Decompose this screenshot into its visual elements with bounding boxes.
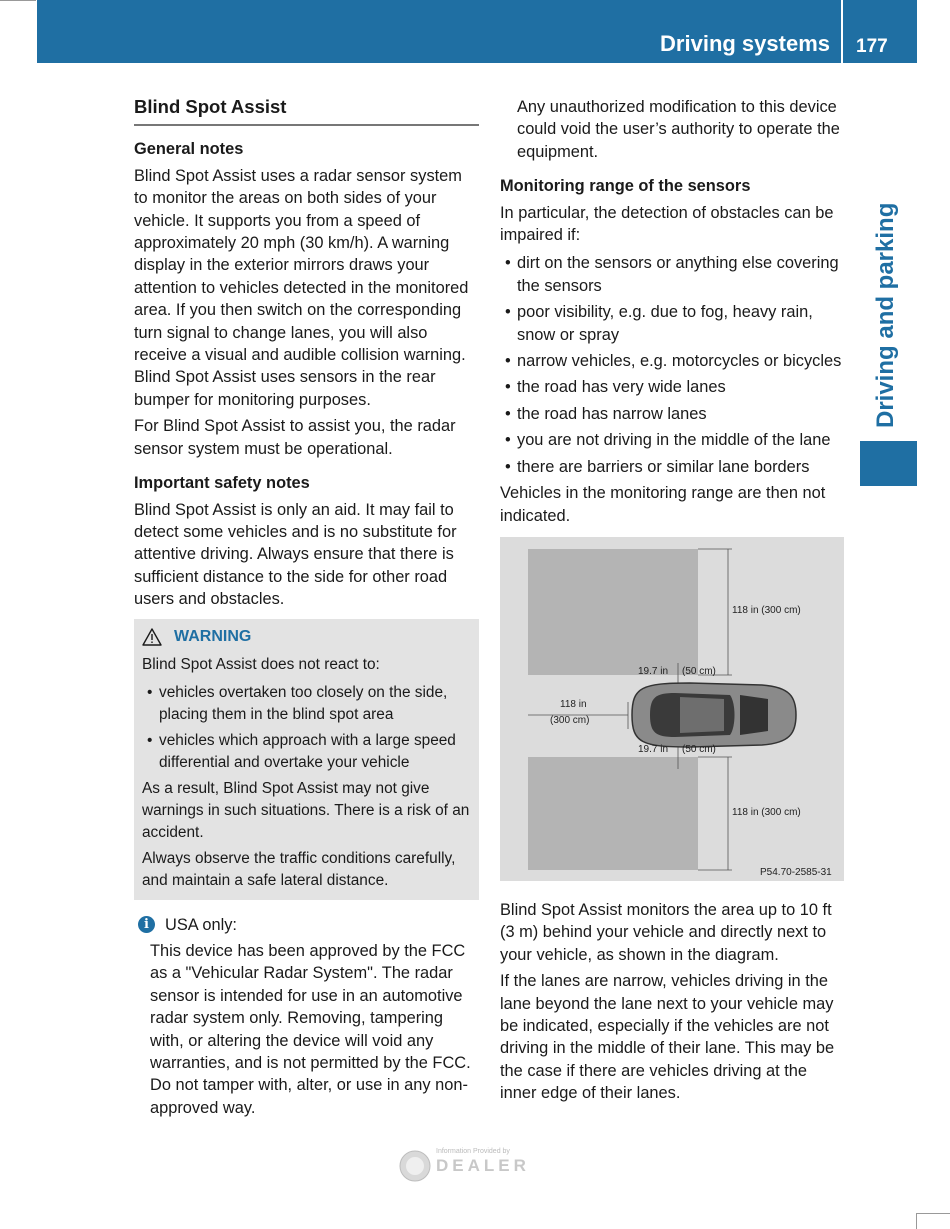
fig-label-left-in: 118 in (560, 698, 587, 710)
list-item: • you are not driving in the middle of the lane (500, 429, 846, 451)
warning-box (134, 619, 479, 900)
warning-item: • vehicles overtaken too closely on the side, placing them in the blind spot area (142, 682, 471, 726)
list-item: • poor visibility, e.g. due to fog, heavy rain, snow or spray (500, 301, 846, 346)
impairment-list (500, 252, 846, 478)
logo-text: DEALER (436, 1156, 530, 1175)
info-icon: i (138, 916, 155, 933)
fig-label-gap-bottom: 19.7 in (638, 743, 669, 755)
warning-triangle-icon (142, 628, 162, 646)
after-figure-p1: Blind Spot Assist monitors the area up to 10 ft (3 m) behind your vehicle and directly next to your vehicle, as shown in the diagram. (500, 900, 832, 964)
list-item: • narrow vehicles, e.g. motorcycles or bicycles (500, 350, 846, 372)
safety-notes-heading: Important safety notes (134, 474, 310, 493)
fig-label-gap-top-cm: (50 cm) (682, 665, 716, 677)
crop-mark (0, 0, 36, 1)
after-figure-p2: If the lanes are narrow, vehicles driving in the lane beyond the lane next to your vehicle may be indicated, especially if the vehicles are not driving in the middle of their lane. This may be the case if there are vehicles driving at the inner edge of their lanes. (500, 972, 835, 1103)
monitoring-heading: Monitoring range of the sensors (500, 177, 751, 196)
page-number: 177 (856, 36, 888, 57)
warning-title (142, 626, 471, 648)
info-note-body: This device has been approved by the FCC as a "Vehicular Radar System". The radar sensor is intended for use in an automotive radar system only. Removing, tampering with, or altering the device will void any warranties, and is not permitted by the FCC. Do not tamper with, alter, or use in any non-approved way. (150, 941, 471, 1117)
safety-notes-p1: Blind Spot Assist is only an aid. It may fail to detect some vehicles and is no substitute for attentive driving. Always ensure that there is sufficient distance to the side for other road users and obstacles. (134, 500, 457, 609)
warning-title-text: WARNING (174, 627, 252, 645)
left-column (134, 96, 479, 1119)
warning-p2: Always observe the traffic conditions carefully, and maintain a safe lateral distance. (142, 849, 456, 889)
monitoring-zone-bottom (528, 757, 698, 870)
fig-label-top: 118 in (300 cm) (732, 604, 801, 616)
warning-list (142, 682, 471, 774)
list-item: • dirt on the sensors or anything else covering the sensors (500, 252, 846, 297)
general-notes-p1: Blind Spot Assist uses a radar sensor system to monitor the areas on both sides of your vehicle. It supports you from a speed of approximately 20 mph (30 km/h). A warning display in the exterior mirrors draws your attention to vehicles detected in the monitored area. If you then switch on the corresponding turn signal to change lanes, you will also receive a visual and audible collision warning. Blind Spot Assist uses sensors in the rear bumper for monitoring purposes. (134, 166, 469, 409)
section-title: Blind Spot Assist (134, 96, 479, 126)
warning-intro: Blind Spot Assist does not react to: (142, 655, 380, 673)
after-bullets-paragraph: Vehicles in the monitoring range are then not indicated. (500, 484, 826, 525)
side-tab-block (860, 441, 917, 486)
crop-mark (916, 1213, 950, 1214)
fig-label-gap-top: 19.7 in (638, 665, 669, 677)
monitoring-intro: In particular, the detection of obstacles can be impaired if: (500, 203, 834, 245)
monitoring-range-diagram (500, 537, 844, 881)
warning-item: • vehicles which approach with a large speed differential and overtake your vehicle (142, 730, 471, 774)
fig-label-gap-bottom-cm: (50 cm) (682, 743, 716, 755)
side-tab-label: Driving and parking (872, 202, 899, 428)
fig-code: P54.70-2585-31 (760, 866, 832, 878)
list-item: • there are barriers or similar lane borders (500, 456, 846, 478)
info-note-title (134, 914, 479, 936)
list-item: • the road has very wide lanes (500, 376, 846, 398)
logo-provided-by: Information Provided by (436, 1148, 510, 1155)
dealer-logo (398, 1145, 548, 1185)
info-title-text: USA only: (165, 915, 237, 934)
general-notes-p2: For Blind Spot Assist to assist you, the radar sensor system must be operational. (134, 417, 456, 458)
header-divider (841, 0, 843, 63)
right-column (500, 96, 846, 1109)
general-notes-heading: General notes (134, 140, 244, 159)
car-icon (632, 683, 796, 747)
crop-mark (916, 1213, 917, 1229)
continued-paragraph: Any unauthorized modification to this device could void the user’s authority to operate the equipment. (517, 98, 840, 161)
monitoring-zone-top (528, 549, 698, 675)
header-title: Driving systems (660, 31, 830, 56)
fig-label-bottom: 118 in (300 cm) (732, 806, 801, 818)
list-item: • the road has narrow lanes (500, 403, 846, 425)
warning-p1: As a result, Blind Spot Assist may not give warnings in such situations. There is a risk of an accident. (142, 779, 470, 841)
fig-label-left-cm: (300 cm) (550, 714, 590, 726)
